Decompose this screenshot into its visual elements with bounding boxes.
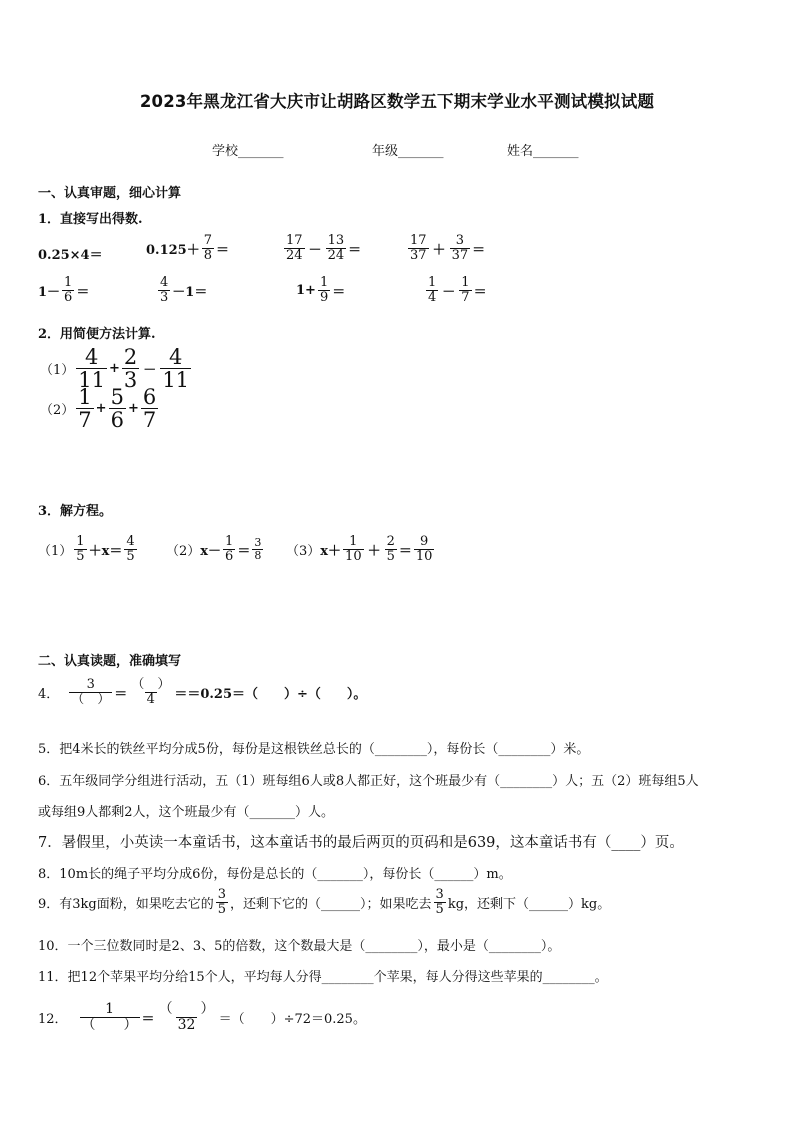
fraction: $\frac{9}{10}$: [415, 534, 433, 564]
q6-line-2: 或每组9人都剩2人，这个班最少有（_______）人。: [38, 805, 335, 820]
fraction: $\frac{1}{9}$: [319, 275, 329, 305]
q6-line-1: 6．五年级同学分组进行活动，五（1）班每组6人或8人都正好，这个班最少有（________）人；五（2）班每组5人: [38, 774, 699, 789]
q8: 8．10m长的绳子平均分成6份，每份是总长的（_______），每份长（______）m。: [38, 867, 512, 882]
q3-equation-3: （3） x＋ $\frac{1}{10}$ ＋ $\frac{2}{5}$ ＝ $\frac{9}{10}$: [286, 534, 433, 564]
fraction: $\frac{1}{( )}$: [81, 1001, 138, 1033]
q12: 12． $\frac{1}{( )}$ ＝ $\frac{( )}{32}$ ＝（ ）÷72＝0.25。: [38, 1001, 366, 1033]
fraction: $\frac{2}{3}$: [123, 345, 138, 393]
q3-equation-2: （2） x－ $\frac{1}{6}$ ＝ $\frac{3}{8}$: [166, 534, 262, 564]
fraction: $\frac{3}{( )}$: [71, 677, 111, 707]
q2-expression-1: （1） $\frac{4}{11}$ + $\frac{2}{3}$ － $\frac{4}{11}$: [40, 345, 190, 393]
name-field[interactable]: 姓名_______: [507, 144, 579, 159]
q11: 11．把12个苹果平均分给15个人，平均每人分得________个苹果，每人分得这些苹果的________。: [38, 970, 608, 985]
page-title: 2023年黑龙江省大庆市让胡路区数学五下期末学业水平测试模拟试题: [139, 92, 655, 111]
q3-label: 3．解方程。: [38, 504, 113, 519]
school-field[interactable]: 学校_______: [212, 144, 284, 159]
q1-label: 1．直接写出得数.: [38, 212, 143, 227]
fraction: $\frac{4}{11}$: [162, 345, 190, 393]
q1-item-8: $\frac{1}{4}$ － $\frac{1}{7}$ ＝: [428, 275, 487, 305]
fraction: $\frac{4}{3}$: [160, 275, 169, 305]
section-1-heading: 一、认真审题，细心计算: [38, 186, 182, 201]
fraction: $\frac{17}{24}$: [286, 233, 303, 263]
q1-item-2: 0.125＋ $\frac{7}{8}$ ＝: [146, 233, 230, 263]
q9: 9．有3kg面粉，如果吃去它的 $\frac{3}{5}$ ，还剩下它的（______）；如果吃去 $\frac{3}{5}$ kg，还剩下（______）kg。: [38, 887, 611, 917]
q4: 4． $\frac{3}{( )}$ ＝ $\frac{( )}{4}$ ＝＝0.25＝（ ）÷（ ）。: [38, 677, 367, 707]
q2-expression-2: （2） $\frac{1}{7}$ + $\frac{5}{6}$ + $\frac{6}{7}$: [40, 385, 157, 433]
fraction: $\frac{3}{37}$: [451, 233, 469, 263]
section-2-heading: 二、认真读题，准确填写: [38, 654, 182, 669]
q1-item-7: 1+ $\frac{1}{9}$ ＝: [296, 275, 346, 305]
fraction: $\frac{1}{10}$: [345, 534, 362, 564]
fraction: $\frac{1}{6}$: [64, 275, 73, 305]
q10: 10．一个三位数同时是2、3、5的倍数，这个数最大是（________），最小是（________）。: [38, 939, 561, 954]
q1-item-3: $\frac{17}{24}$ － $\frac{13}{24}$ ＝: [286, 233, 362, 263]
fraction: $\frac{13}{24}$: [327, 233, 345, 263]
fraction: $\frac{1}{4}$: [428, 275, 437, 305]
q1-item-5: 1－ $\frac{1}{6}$ ＝: [38, 275, 90, 305]
fraction: $\frac{3}{5}$: [435, 887, 444, 917]
fraction: $\frac{3}{8}$: [254, 536, 262, 562]
fraction: $\frac{17}{37}$: [410, 233, 427, 263]
fraction: $\frac{5}{6}$: [110, 385, 124, 433]
q1-item-1: 0.25×4＝: [38, 248, 103, 263]
fraction: $\frac{1}{7}$: [461, 275, 470, 305]
grade-field[interactable]: 年级_______: [372, 144, 444, 159]
fraction: $\frac{4}{5}$: [126, 534, 135, 564]
fraction: $\frac{( )}{32}$: [158, 1001, 215, 1033]
fraction: $\frac{1}{5}$: [76, 534, 85, 564]
q5: 5．把4米长的铁丝平均分成5份，每份是这根铁丝总长的（________），每份长（________）米。: [38, 742, 590, 757]
fraction: $\frac{( )}{4}$: [131, 677, 171, 707]
fraction: $\frac{6}{7}$: [142, 385, 157, 433]
q3-equation-1: （1） $\frac{1}{5}$ ＋x＝ $\frac{4}{5}$: [38, 534, 135, 564]
q2-label: 2．用简便方法计算.: [38, 327, 156, 342]
q7: 7．暑假里，小英读一本童话书，这本童话书的最后两页的页码和是639，这本童话书有（____）页。: [38, 835, 684, 851]
fraction: $\frac{7}{8}$: [203, 233, 212, 263]
q1-item-4: $\frac{17}{37}$ ＋ $\frac{3}{37}$ ＝: [410, 233, 486, 263]
fraction: $\frac{3}{5}$: [217, 887, 227, 917]
fraction: $\frac{1}{6}$: [225, 534, 234, 564]
q1-item-6: $\frac{4}{3}$ －1＝: [160, 275, 208, 305]
fraction: $\frac{1}{7}$: [78, 385, 92, 433]
fraction: $\frac{2}{5}$: [386, 534, 395, 564]
fraction: $\frac{4}{11}$: [78, 345, 106, 393]
